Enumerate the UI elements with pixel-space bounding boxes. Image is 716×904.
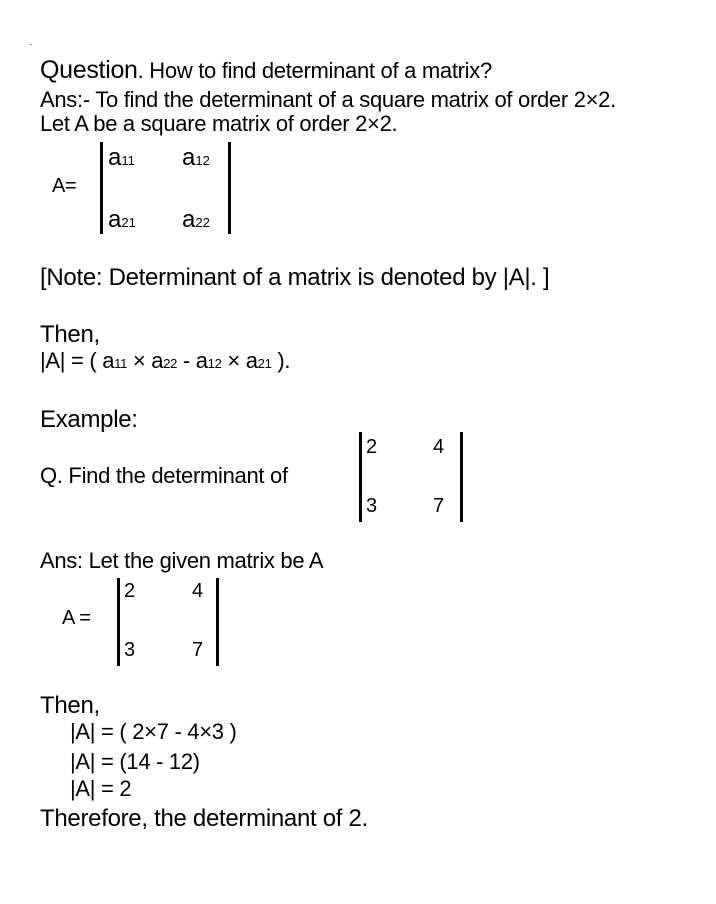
cell-a11: a11 [108,144,135,171]
example-cell-2-2: 7 [433,495,444,517]
cell-a22: a22 [182,206,210,233]
then-heading-1: Then, [40,321,100,348]
example-matrix-right-bar [460,432,463,522]
general-matrix-left-bar [100,142,103,234]
question-line [40,58,492,83]
answer-line: Ans: Let the given matrix be A [40,548,324,573]
question-prefix: Question [40,56,138,84]
note-text: [Note: Determinant of a matrix is denoted by |A|. ] [40,264,550,291]
conclusion: Therefore, the determinant of 2. [40,805,368,832]
then-heading-2: Then, [40,692,100,719]
step-1: |A| = ( 2×7 - 4×3 ) [70,719,237,744]
answer-cell-1-2: 4 [192,580,203,602]
cell-a21: a21 [108,206,136,233]
step-3: |A| = 2 [70,776,132,801]
determinant-formula: |A| = ( a11 × a22 - a12 × a21 ). [40,348,291,373]
answer-cell-1-1: 2 [124,580,135,602]
answer-matrix-right-bar [216,578,219,666]
example-cell-1-2: 4 [433,436,444,458]
let-line: Let A be a square matrix of order 2×2. [40,111,398,136]
answer-intro: Ans:- To find the determinant of a square matrix of order 2×2. [40,87,616,112]
answer-cell-2-1: 3 [124,639,135,661]
cell-a12: a12 [182,144,210,171]
answer-cell-2-2: 7 [192,639,203,661]
answer-matrix-label: A = [62,607,91,629]
example-cell-2-1: 3 [366,495,377,517]
question-text: . How to find determinant of a matrix? [137,58,492,83]
step-2: |A| = (14 - 12) [70,749,200,774]
general-matrix-right-bar [228,142,231,234]
example-heading: Example: [40,406,138,433]
stray-dot [30,44,32,45]
general-matrix-label: A= [52,175,77,197]
example-matrix-left-bar [359,432,362,522]
answer-matrix-left-bar [117,578,120,666]
example-cell-1-1: 2 [366,436,377,458]
example-question: Q. Find the determinant of [40,463,288,488]
